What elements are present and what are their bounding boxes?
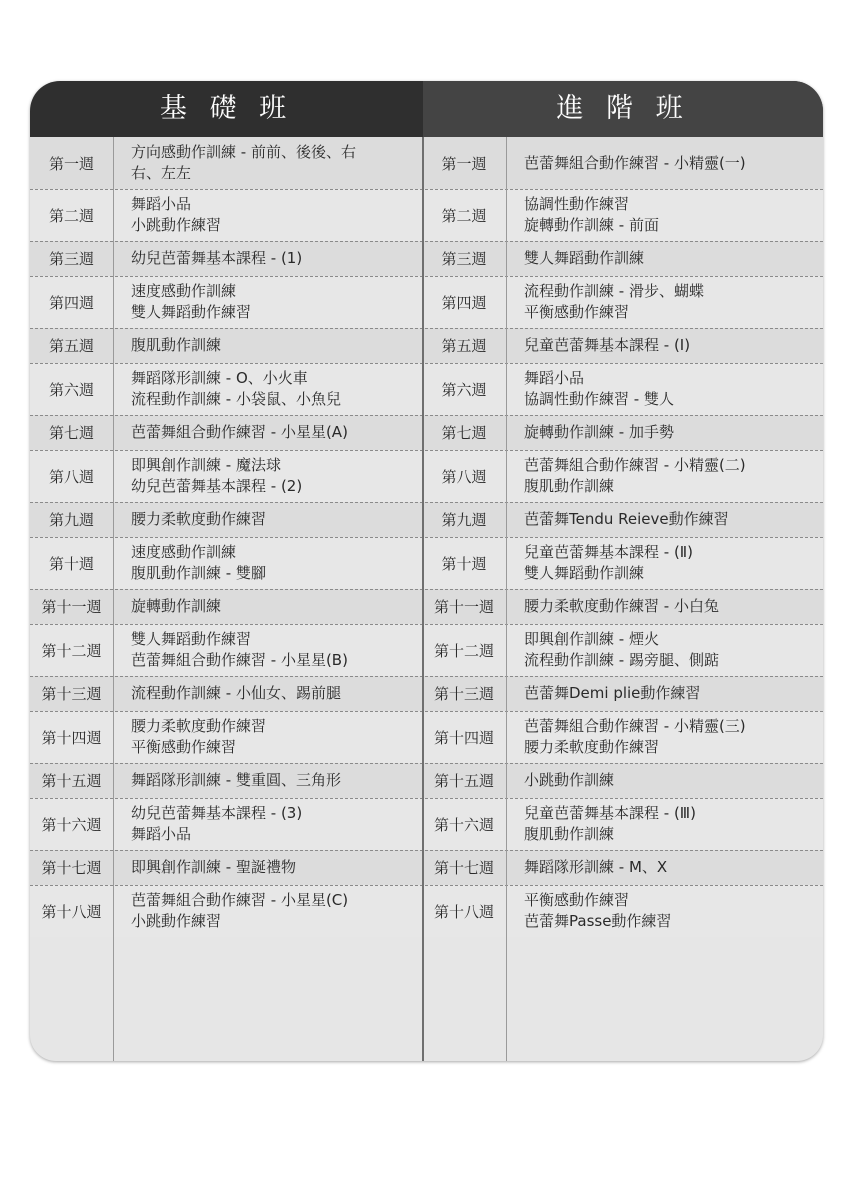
column-divider: [506, 137, 507, 1061]
basic-lesson-content: [131, 189, 418, 241]
lesson-line: 流程動作訓練 - 小仙女、踢前腿: [131, 684, 341, 702]
basic-week-label: 第四週: [48, 293, 94, 312]
basic-week-label: 第十二週: [41, 641, 102, 660]
basic-week-label: 第五週: [48, 337, 94, 355]
advanced-week-label: 第二週: [441, 206, 487, 225]
basic-lesson-content: [131, 276, 418, 328]
advanced-lesson-content: [524, 241, 819, 276]
advanced-lesson-content: [524, 624, 819, 676]
basic-week-label: 第二週: [48, 206, 94, 225]
lesson-line: 舞蹈隊形訓練 - O、小火車: [131, 369, 308, 387]
column-divider: [113, 137, 114, 1061]
advanced-lesson-content: [524, 798, 819, 850]
basic-lesson-content: [131, 137, 418, 189]
basic-lesson-content: [131, 241, 418, 276]
basic-lesson-content: [131, 676, 418, 711]
column-divider: [422, 137, 424, 1061]
table-row: [30, 241, 823, 276]
row-divider: [30, 328, 823, 329]
lesson-line: 舞蹈小品: [131, 195, 192, 213]
lesson-line: 小跳動作訓練: [524, 771, 615, 789]
lesson-line: 芭蕾舞Demi plie動作練習: [524, 684, 701, 702]
advanced-week-label: 第五週: [441, 337, 487, 355]
lesson-line: 舞蹈隊形訓練 - M、X: [524, 858, 668, 876]
row-divider: [30, 363, 823, 364]
lesson-line: 腰力柔軟度動作練習: [131, 717, 267, 735]
advanced-week-label: 第十一週: [433, 598, 494, 616]
basic-week-label: 第一週: [48, 154, 94, 173]
advanced-lesson-content: [524, 763, 819, 798]
advanced-week-label: 第八週: [441, 467, 487, 486]
row-divider: [30, 276, 823, 277]
table-row: [30, 328, 823, 363]
row-divider: [30, 189, 823, 190]
advanced-week-label: 第十三週: [433, 685, 494, 703]
lesson-line: 芭蕾舞組合動作練習 - 小星星(A): [131, 423, 348, 441]
advanced-week-label: 第十六週: [433, 815, 494, 834]
row-divider: [30, 450, 823, 451]
basic-week-label: 第十一週: [41, 598, 102, 616]
row-divider: [30, 798, 823, 799]
table-row: [30, 276, 823, 328]
advanced-week-label: 第十二週: [433, 641, 494, 660]
lesson-line: 芭蕾舞Passe動作練習: [524, 912, 672, 930]
basic-week-label: 第十週: [48, 554, 94, 573]
lesson-line: 芭蕾舞Tendu Reieve動作練習: [524, 510, 729, 528]
basic-week-label: 第十七週: [41, 859, 102, 877]
lesson-line: 速度感動作訓練: [131, 543, 237, 561]
advanced-lesson-content: [524, 676, 819, 711]
lesson-line: 速度感動作訓練: [131, 282, 237, 300]
advanced-week-label: 第九週: [441, 511, 487, 529]
advanced-week-label: 第三週: [441, 250, 487, 268]
lesson-line: 舞蹈小品: [524, 369, 585, 387]
advanced-week-label: 第十八週: [433, 902, 494, 921]
lesson-line: 兒童芭蕾舞基本課程 - (Ⅲ): [524, 804, 696, 822]
lesson-line: 小跳動作練習: [131, 912, 222, 930]
table-row: [30, 624, 823, 676]
advanced-lesson-content: [524, 589, 819, 624]
row-divider: [30, 624, 823, 625]
lesson-line: 雙人舞蹈動作訓練: [524, 249, 645, 267]
table-row: [30, 885, 823, 937]
lesson-line: 流程動作訓練 - 滑步、蝴蝶: [524, 282, 704, 300]
basic-week-label: 第三週: [48, 250, 94, 268]
lesson-line: 腹肌動作訓練: [524, 825, 615, 843]
lesson-line: 即興創作訓練 - 煙火: [524, 630, 659, 648]
advanced-lesson-content: [524, 189, 819, 241]
advanced-week-label: 第四週: [441, 293, 487, 312]
lesson-line: 幼兒芭蕾舞基本課程 - (3): [131, 804, 303, 822]
advanced-week-label: 第十四週: [433, 728, 494, 747]
row-divider: [30, 537, 823, 538]
table-row: [30, 798, 823, 850]
advanced-week-label: 第十七週: [433, 859, 494, 877]
lesson-line: 旋轉動作訓練: [131, 597, 222, 615]
basic-week-label: 第八週: [48, 467, 94, 486]
lesson-line: 腹肌動作訓練: [131, 336, 222, 354]
advanced-week-label: 第一週: [441, 154, 487, 173]
basic-week-label: 第十五週: [41, 772, 102, 790]
table-row: [30, 589, 823, 624]
table-row: [30, 763, 823, 798]
table-row: [30, 363, 823, 415]
lesson-line: 芭蕾舞組合動作練習 - 小精靈(二): [524, 456, 746, 474]
lesson-line: 芭蕾舞組合動作練習 - 小星星(B): [131, 651, 348, 669]
lesson-line: 小跳動作練習: [131, 216, 222, 234]
advanced-week-label: 第七週: [441, 424, 487, 442]
advanced-lesson-content: [524, 885, 819, 937]
lesson-line: 腰力柔軟度動作練習: [524, 738, 660, 756]
advanced-week-label: 第十五週: [433, 772, 494, 790]
lesson-line: 雙人舞蹈動作練習: [131, 630, 252, 648]
lesson-line: 舞蹈小品: [131, 825, 192, 843]
basic-lesson-content: [131, 798, 418, 850]
lesson-line: 芭蕾舞組合動作練習 - 小精靈(一): [524, 153, 746, 172]
lesson-line: 腰力柔軟度動作練習: [131, 510, 267, 528]
basic-lesson-content: [131, 850, 418, 885]
lesson-line: 平衡感動作練習: [131, 738, 237, 756]
lesson-line: 旋轉動作訓練 - 加手勢: [524, 423, 674, 441]
lesson-line: 協調性動作練習 - 雙人: [524, 390, 674, 408]
lesson-line: 即興創作訓練 - 魔法球: [131, 456, 281, 474]
lesson-line: 雙人舞蹈動作訓練: [524, 564, 645, 582]
lesson-line: 即興創作訓練 - 聖誕禮物: [131, 858, 296, 876]
lesson-line: 旋轉動作訓練 - 前面: [524, 216, 659, 234]
lesson-line: 流程動作訓練 - 踢旁腿、側踮: [524, 651, 719, 669]
table-row: [30, 711, 823, 763]
basic-lesson-content: [131, 624, 418, 676]
advanced-lesson-content: [524, 276, 819, 328]
lesson-line: 腹肌動作訓練 - 雙腳: [131, 564, 266, 582]
table-row: [30, 537, 823, 589]
table-row: [30, 850, 823, 885]
row-divider: [30, 711, 823, 712]
basic-lesson-content: [131, 589, 418, 624]
basic-lesson-content: [131, 415, 418, 450]
basic-week-label: 第十四週: [41, 728, 102, 747]
row-divider: [30, 885, 823, 886]
lesson-line: 芭蕾舞組合動作練習 - 小星星(C): [131, 891, 349, 909]
advanced-lesson-content: [524, 415, 819, 450]
basic-week-label: 第十三週: [41, 685, 102, 703]
basic-lesson-content: [131, 537, 418, 589]
lesson-line: 方向感動作訓練 - 前前、後後、右: [131, 143, 356, 161]
basic-lesson-content: [131, 328, 418, 363]
row-divider: [30, 502, 823, 503]
advanced-lesson-content: [524, 450, 819, 502]
table-row: [30, 502, 823, 537]
lesson-line: 平衡感動作練習: [524, 303, 630, 321]
row-divider: [30, 241, 823, 242]
table-row: [30, 415, 823, 450]
row-divider: [30, 415, 823, 416]
table-header: [30, 81, 823, 137]
basic-week-label: 第九週: [48, 511, 94, 529]
advanced-lesson-content: [524, 711, 819, 763]
advanced-week-label: 第六週: [441, 380, 487, 399]
lesson-line: 平衡感動作練習: [524, 891, 630, 909]
lesson-line: 右、左左: [131, 164, 192, 182]
basic-week-label: 第七週: [48, 424, 94, 442]
lesson-line: 兒童芭蕾舞基本課程 - (I): [524, 336, 691, 354]
row-divider: [30, 763, 823, 764]
basic-lesson-content: [131, 711, 418, 763]
basic-lesson-content: [131, 363, 418, 415]
curriculum-table: [30, 81, 823, 1061]
row-divider: [30, 589, 823, 590]
basic-class-title: 基 礎 班: [159, 93, 294, 124]
advanced-week-label: 第十週: [441, 554, 487, 573]
table-row: [30, 450, 823, 502]
lesson-line: 流程動作訓練 - 小袋鼠、小魚兒: [131, 390, 341, 408]
lesson-line: 腰力柔軟度動作練習 - 小白兔: [524, 597, 719, 615]
basic-week-label: 第六週: [48, 380, 94, 399]
basic-lesson-content: [131, 502, 418, 537]
advanced-lesson-content: [524, 363, 819, 415]
basic-week-label: 第十八週: [41, 902, 102, 921]
advanced-lesson-content: [524, 537, 819, 589]
advanced-lesson-content: [524, 137, 819, 189]
lesson-line: 舞蹈隊形訓練 - 雙重圓、三角形: [131, 771, 341, 789]
basic-lesson-content: [131, 450, 418, 502]
advanced-lesson-content: [524, 502, 819, 537]
row-divider: [30, 676, 823, 677]
table-row: [30, 137, 823, 189]
lesson-line: 幼兒芭蕾舞基本課程 - (2): [131, 477, 303, 495]
lesson-line: 協調性動作練習: [524, 195, 630, 213]
lesson-line: 兒童芭蕾舞基本課程 - (Ⅱ): [524, 543, 694, 561]
lesson-line: 腹肌動作訓練: [524, 477, 615, 495]
basic-lesson-content: [131, 763, 418, 798]
table-row: [30, 189, 823, 241]
basic-week-label: 第十六週: [41, 815, 102, 834]
advanced-lesson-content: [524, 850, 819, 885]
lesson-line: 雙人舞蹈動作練習: [131, 303, 252, 321]
lesson-line: 幼兒芭蕾舞基本課程 - (1): [131, 249, 303, 267]
basic-lesson-content: [131, 885, 418, 937]
table-row: [30, 676, 823, 711]
advanced-lesson-content: [524, 328, 819, 363]
row-divider: [30, 850, 823, 851]
lesson-line: 芭蕾舞組合動作練習 - 小精靈(三): [524, 717, 746, 735]
advanced-class-title: 進 階 班: [423, 81, 823, 137]
